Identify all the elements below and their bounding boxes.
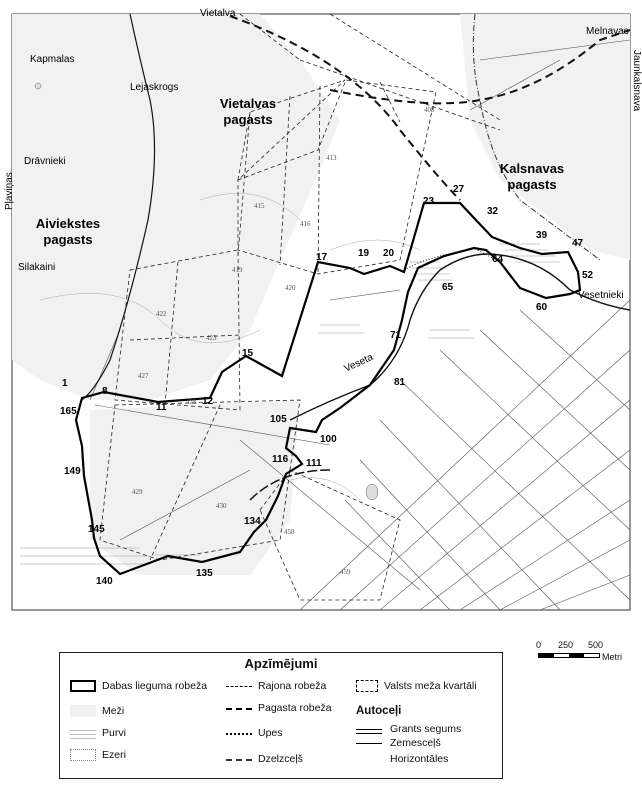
point-label: 165 [60, 406, 77, 417]
legend-railway: Dzelzceļš [258, 753, 303, 765]
place-jaunkalsnava: Jaunkalsnava [631, 50, 642, 112]
point-label: 32 [487, 206, 499, 217]
railway-swatch [226, 759, 252, 761]
quarter-label: 428 [186, 398, 197, 406]
point-label: 12 [202, 396, 214, 407]
point-label: 105 [270, 414, 287, 425]
quarter-label: 420 [285, 284, 296, 292]
legend-district-boundary: Rajona robeža [258, 680, 327, 692]
quarter-label: 415 [254, 202, 265, 210]
point-label: 15 [242, 348, 254, 359]
legend-roads-title: Autoceļi [356, 705, 402, 717]
scale-bar [536, 640, 636, 664]
legend-lakes: Ezeri [102, 749, 126, 761]
point-label: 145 [88, 524, 105, 535]
place-kapmalas: Kapmalas [30, 54, 75, 65]
place-silakaini: Silakaini [18, 262, 56, 273]
district-boundary-swatch [226, 686, 252, 687]
point-label: 111 [306, 458, 322, 469]
quarter-label: 423 [206, 334, 217, 342]
quarter-label: 430 [216, 502, 227, 510]
place-dravnieki: Drāvnieki [24, 156, 66, 167]
legend-forests: Meži [102, 705, 125, 717]
parish-kalsnavas-2: pagasts [507, 177, 557, 192]
scale-bar-graphic [538, 653, 600, 658]
legend-contours: Horizontāles [390, 753, 449, 765]
parish-boundary-swatch [226, 708, 252, 710]
point-label: 140 [96, 576, 113, 587]
parish-aiviekstes-1: Aiviekstes [35, 216, 101, 231]
river-swatch [226, 733, 252, 735]
dirt-road-swatch [356, 743, 382, 744]
point-label: 52 [582, 270, 594, 281]
bog-swatch [70, 727, 96, 739]
legend-reserve-boundary: Dabas lieguma robeža [102, 680, 208, 692]
place-melnavas: Melnavas [586, 26, 629, 37]
forest-quarters-swatch [356, 680, 378, 692]
quarter-label: 422 [156, 310, 167, 318]
quarter-label: 458 [284, 528, 295, 536]
quarter-label: 427 [138, 372, 149, 380]
legend-gravel: Grants segums [390, 723, 462, 735]
legend-parish-boundary: Pagasta robeža [258, 702, 332, 714]
place-lejaskrogs: Lejaskrogs [130, 82, 179, 93]
legend-bogs: Purvi [102, 727, 126, 739]
lake-swatch [70, 749, 96, 761]
point-label: 20 [383, 248, 395, 259]
point-label: 116 [272, 454, 289, 465]
scale-tick-0: 0 [536, 640, 542, 650]
quarter-label: 416 [300, 220, 311, 228]
point-label: 134 [244, 516, 261, 527]
legend-forest-quarters: Valsts meža kvartāli [384, 680, 477, 692]
point-label: 39 [536, 230, 548, 241]
quarter-label: 459 [340, 568, 351, 576]
legend-dirt-road: Zemesceļš [390, 737, 441, 749]
point-label: 100 [320, 434, 337, 445]
point-label: 71 [390, 330, 402, 341]
parish-kalsnavas-1: Kalsnavas [499, 161, 565, 176]
scale-tick-500: 500 [588, 640, 604, 650]
point-label: 64 [492, 254, 504, 265]
place-vietalva: Vietalva [200, 8, 236, 19]
point-label: 27 [453, 184, 465, 195]
legend [59, 652, 503, 779]
point-label: 1 [62, 378, 68, 389]
point-label: 65 [442, 282, 454, 293]
scale-unit: Metri [602, 652, 622, 662]
quarter-label: 429 [132, 488, 143, 496]
legend-rivers: Upes [258, 727, 283, 739]
point-label: 23 [423, 196, 435, 207]
reserve-boundary-swatch [70, 680, 96, 692]
scale-tick-250: 250 [558, 640, 574, 650]
parish-vietalvas-1: Vietalvas [219, 96, 277, 111]
gravel-swatch [356, 729, 382, 734]
parish-aiviekstes-2: pagasts [43, 232, 93, 247]
quarter-label: 413 [326, 154, 337, 162]
point-label: 8 [102, 386, 108, 397]
point-label: 135 [196, 568, 213, 579]
place-vesetnieki: Vesetnieki [578, 290, 624, 301]
point-label: 81 [394, 377, 406, 388]
point-label: 60 [536, 302, 548, 313]
place-veseta: Veseta [342, 351, 375, 375]
quarter-label: 408 [424, 106, 435, 114]
forest-swatch [70, 705, 96, 717]
point-label: 17 [316, 252, 328, 263]
point-label: 19 [358, 248, 370, 259]
place-plavinas: Pļaviņas [4, 172, 15, 210]
legend-title: Apzīmējumi [244, 656, 318, 671]
point-label: 11 [156, 402, 167, 413]
parish-vietalvas-2: pagasts [223, 112, 273, 127]
point-label: 149 [64, 466, 81, 477]
point-label: 47 [572, 238, 584, 249]
quarter-label: 419 [232, 266, 243, 274]
